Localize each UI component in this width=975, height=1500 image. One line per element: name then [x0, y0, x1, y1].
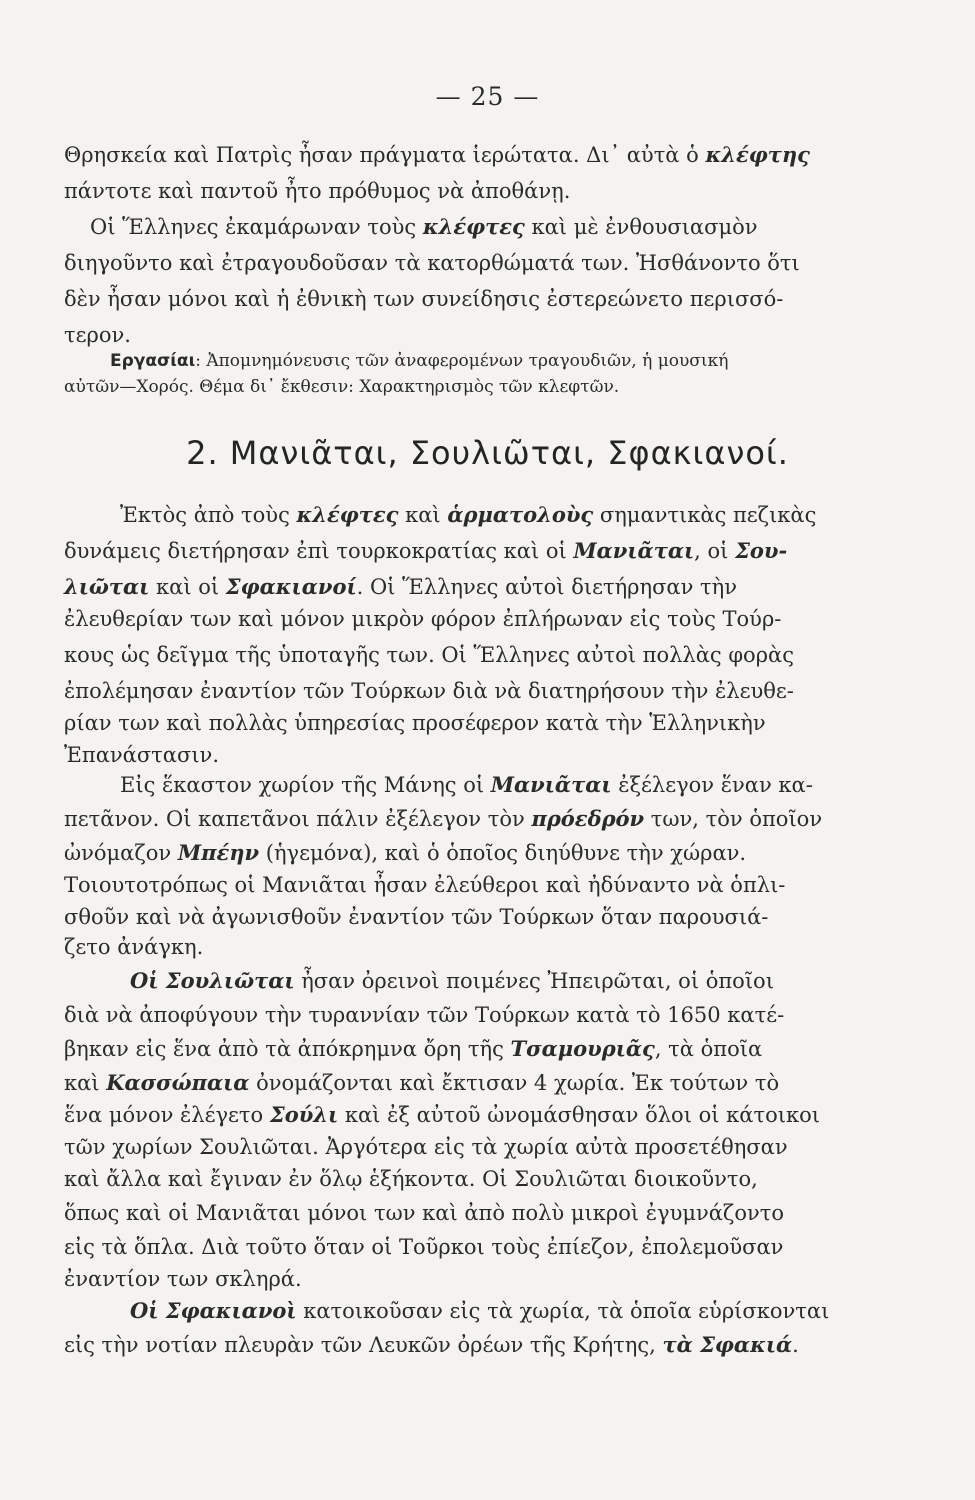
text-span: Ἐκτὸς ἀπὸ τοὺς	[120, 503, 297, 527]
keyword: Σφακιανοί	[225, 574, 357, 599]
text-line	[64, 804, 822, 834]
text-line: Ἐπανάστασιν.	[64, 743, 219, 767]
text-span: Θρησκεία καὶ Πατρὶς ἦσαν πράγματα ἱερώτατα. Δι᾽ αὐτὰ ὁ	[64, 143, 706, 167]
keyword: λιῶται	[64, 574, 150, 599]
text-line	[64, 1100, 820, 1130]
text-span: κατοικοῦσαν εἰς τὰ χωρία, τὰ ὁποῖα εὑρίσκονται	[296, 1299, 830, 1323]
keyword: πρόεδρόν	[531, 806, 645, 831]
text-span: Οἱ Ἕλληνες ἐκαμάρωναν τοὺς	[90, 215, 423, 239]
text-line: ζετο ἀνάγκη.	[64, 935, 204, 959]
text-line	[64, 1330, 799, 1360]
text-line: δὲν ἦσαν μόνοι καὶ ἡ ἐθνικὴ των συνείδησις ἐστερεώνετο περισσό-	[64, 287, 784, 311]
text-line: πάντοτε καὶ παντοῦ ἦτο πρόθυμος νὰ ἀποθάνῃ.	[64, 179, 571, 203]
text-span: : Ἀπομνημόνευσις τῶν ἀναφερομένων τραγουδιῶν, ἡ μουσική	[195, 351, 729, 371]
text-line	[120, 770, 813, 800]
keyword: Μπέην	[177, 840, 260, 865]
text-span: Εἰς ἕκαστον χωρίον τῆς Μάνης οἱ	[120, 773, 491, 797]
text-span: , οἱ	[694, 539, 736, 563]
text-line	[64, 1034, 762, 1064]
text-line: ρίαν των καὶ πολλὰς ὑπηρεσίας προσέφερον κατὰ τὴν Ἑλληνικὴν	[64, 711, 766, 735]
text-span: , τὰ ὁποῖα	[654, 1037, 763, 1061]
text-line	[64, 1068, 779, 1098]
keyword: Σούλι	[269, 1102, 339, 1127]
text-span: (ἡγεμόνα), καὶ ὁ ὁποῖος διηύθυνε τὴν χώραν.	[259, 841, 747, 865]
text-line: εἰς τὰ ὅπλα. Διὰ τοῦτο ὅταν οἱ Τοῦρκοι τοὺς ἐπίεζον, ἐπολεμοῦσαν	[64, 1235, 784, 1259]
text-span: ἐξέλεγον ἕναν κα-	[611, 773, 813, 797]
keyword: Μανιᾶται	[490, 772, 612, 797]
keyword: κλέφτης	[705, 142, 810, 167]
keyword: τὰ Σφακιά	[662, 1332, 793, 1357]
keyword: κλέφτες	[296, 502, 399, 527]
text-span: καὶ μὲ ἐνθουσιασμὸν	[524, 215, 758, 239]
keyword: Οἱ Σουλιῶται	[130, 968, 295, 993]
keyword: Τσαμουριᾶς	[510, 1036, 655, 1061]
text-line	[64, 536, 787, 566]
keyword: ἁρματολοὺς	[447, 502, 594, 527]
text-line: Τοιουτοτρόπως οἱ Μανιᾶται ἦσαν ἐλεύθεροι καὶ ἠδύναντο νὰ ὁπλι-	[64, 873, 786, 897]
text-line: ὅπως καὶ οἱ Μανιᾶται μόνοι των καὶ ἀπὸ πολὺ μικροὶ ἐγυμνάζοντο	[64, 1201, 784, 1225]
text-span: καὶ	[398, 503, 448, 527]
keyword: Μανιᾶται	[573, 538, 695, 563]
text-line: ἐλευθερίαν των καὶ μόνον μικρὸν φόρον ἐπλήρωναν εἰς τοὺς Τούρ-	[64, 607, 782, 631]
page-number: — 25 —	[435, 82, 540, 111]
keyword: κλέφτες	[422, 214, 525, 239]
text-span: βηκαν εἰς ἕνα ἀπὸ τὰ ἀπόκρημνα ὄρη τῆς	[64, 1037, 511, 1061]
text-line: κους ὡς δεῖγμα τῆς ὑποταγῆς των. Οἱ Ἕλληνες αὐτοὶ πολλὰς φορὰς	[64, 643, 794, 667]
text-line: σθοῦν καὶ νὰ ἀγωνισθοῦν ἐναντίον τῶν Τούρκων ὅταν παρουσιά-	[64, 905, 769, 929]
text-line: διὰ νὰ ἀποφύγουν τὴν τυραννίαν τῶν Τούρκων κατὰ τὸ 1650 κατέ-	[64, 1003, 785, 1027]
text-line	[120, 500, 816, 530]
text-line	[130, 1296, 829, 1326]
text-span: ἦσαν ὀρεινοὶ ποιμένες Ἠπειρῶται, οἱ ὁποῖοι	[294, 969, 774, 993]
text-span: σημαντικὰς πεζικὰς	[593, 503, 817, 527]
text-span: ἕνα μόνον ἐλέγετο	[64, 1103, 270, 1127]
text-line	[64, 838, 746, 868]
text-span: των, τὸν ὁποῖον	[644, 807, 823, 831]
text-span: εἰς τὴν νοτίαν πλευρὰν τῶν Λευκῶν ὀρέων τῆς Κρήτης,	[64, 1333, 663, 1357]
text-line	[130, 966, 774, 996]
text-line: διηγοῦντο καὶ ἐτραγουδοῦσαν τὰ κατορθώματά των. Ἠσθάνοντο ὅτι	[64, 251, 800, 275]
text-span: ὠνόμαζον	[64, 841, 178, 865]
text-line	[64, 140, 810, 170]
section-heading: 2. Μανιᾶται, Σουλιῶται, Σφακιανοί.	[186, 434, 789, 472]
text-span: δυνάμεις διετήρησαν ἐπὶ τουρκοκρατίας καὶ οἱ	[64, 539, 574, 563]
text-line: ἐναντίον των σκληρά.	[64, 1267, 302, 1291]
text-line	[90, 212, 758, 242]
text-span: . Οἱ Ἕλληνες αὐτοὶ διετήρησαν τὴν	[356, 575, 738, 599]
keyword: Σου-	[735, 538, 788, 563]
text-line: τῶν χωρίων Σουλιῶται. Ἀργότερα εἰς τὰ χωρία αὐτὰ προσετέθησαν	[64, 1135, 788, 1159]
exercise-line: αὐτῶν—Χορός. Θέμα δι᾽ ἔκθεσιν: Χαρακτηρισμὸς τῶν κλεφτῶν.	[64, 377, 620, 397]
exercise-label: Εργασίαι	[110, 351, 196, 371]
keyword: Οἱ Σφακιανοὶ	[130, 1298, 297, 1323]
text-span: ὀνομάζονται καὶ ἔκτισαν 4 χωρία. Ἐκ τούτων τὸ	[249, 1071, 780, 1095]
text-span: καὶ	[64, 1071, 107, 1095]
text-line: καὶ ἄλλα καὶ ἔγιναν ἐν ὅλῳ ἑξήκοντα. Οἱ Σουλιῶται διοικοῦντο,	[64, 1167, 758, 1191]
text-span: καὶ οἱ	[149, 575, 226, 599]
text-line	[64, 572, 737, 602]
text-span: καὶ ἐξ αὐτοῦ ὠνομάσθησαν ὅλοι οἱ κάτοικοι	[338, 1103, 820, 1127]
text-line: ἐπολέμησαν ἐναντίον τῶν Τούρκων διὰ νὰ διατηρήσουν τὴν ἐλευθε-	[64, 679, 794, 703]
text-line: τερον.	[64, 323, 131, 347]
keyword: Κασσώπαια	[106, 1070, 250, 1095]
text-span: πετᾶνον. Οἱ καπετᾶνοι πάλιν ἐξέλεγον τὸν	[64, 807, 532, 831]
text-span: .	[792, 1333, 799, 1357]
